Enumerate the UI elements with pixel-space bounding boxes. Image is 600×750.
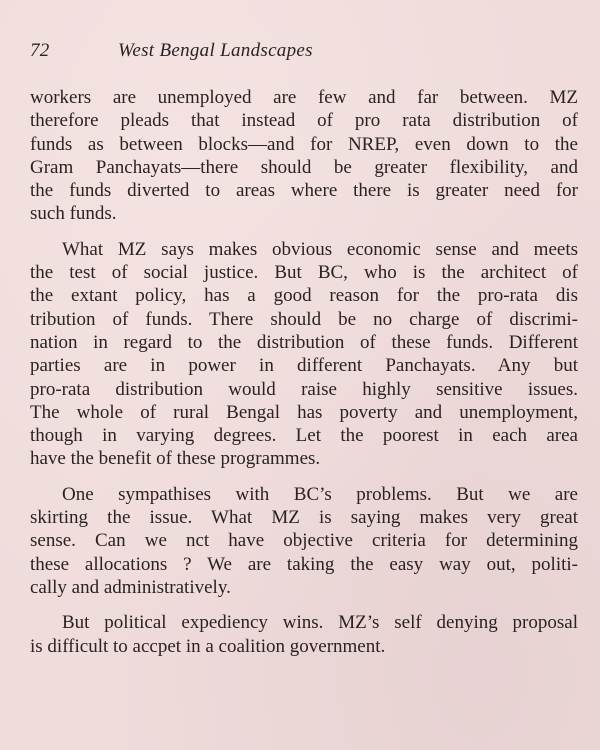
paragraph-2 (30, 238, 578, 471)
text-line: these allocations ? We are taking the easy way out, politi- (30, 553, 578, 575)
paragraph-3 (30, 483, 578, 599)
text-line: have the benefit of these programmes. (30, 448, 321, 470)
paragraph-1 (30, 86, 578, 226)
text-line: though in varying degrees. Let the poorest in each area (30, 425, 578, 447)
text-line: What MZ says makes obvious economic sense and meets (62, 238, 578, 260)
book-title: West Bengal Landscapes (118, 40, 313, 61)
body-text (30, 86, 578, 670)
text-line: the extant policy, has a good reason for the pro-rata dis (30, 285, 578, 307)
text-line: skirting the issue. What MZ is saying makes very great (30, 507, 578, 529)
text-line: workers are unemployed are few and far between. MZ (30, 87, 578, 108)
text-line: sense. Can we nct have objective criteria for determining (30, 530, 578, 552)
text-line: the test of social justice. But BC, who is the architect of (30, 262, 578, 284)
text-line: Gram Panchayats—there should be greater flexibility, and (30, 156, 578, 178)
text-line: pro-rata distribution would raise highly sensitive issues. (30, 378, 578, 400)
text-line: One sympathises with BC’s problems. But we are (62, 483, 578, 505)
page-number: 72 (30, 40, 50, 61)
text-line: such funds. (30, 203, 117, 225)
text-line: the funds diverted to areas where there is greater need for (30, 180, 578, 202)
text-line: funds as between blocks—and for NREP, even down to the (30, 133, 578, 155)
text-line: But political expediency wins. MZ’s self denying proposal (62, 612, 578, 634)
text-line: therefore pleads that instead of pro rata distribution of (30, 110, 578, 132)
running-head (30, 40, 570, 70)
text-line: cally and administratively. (30, 576, 231, 598)
text-line: is difficult to accpet in a coalition government. (30, 635, 386, 657)
text-line: nation in regard to the distribution of these funds. Different (30, 331, 578, 353)
paragraph-4 (30, 611, 578, 658)
text-line: The whole of rural Bengal has poverty and unemployment, (30, 401, 578, 423)
text-line: parties are in power in different Panchayats. Any but (30, 355, 578, 377)
text-line: tribution of funds. There should be no charge of discrimi- (30, 308, 578, 330)
